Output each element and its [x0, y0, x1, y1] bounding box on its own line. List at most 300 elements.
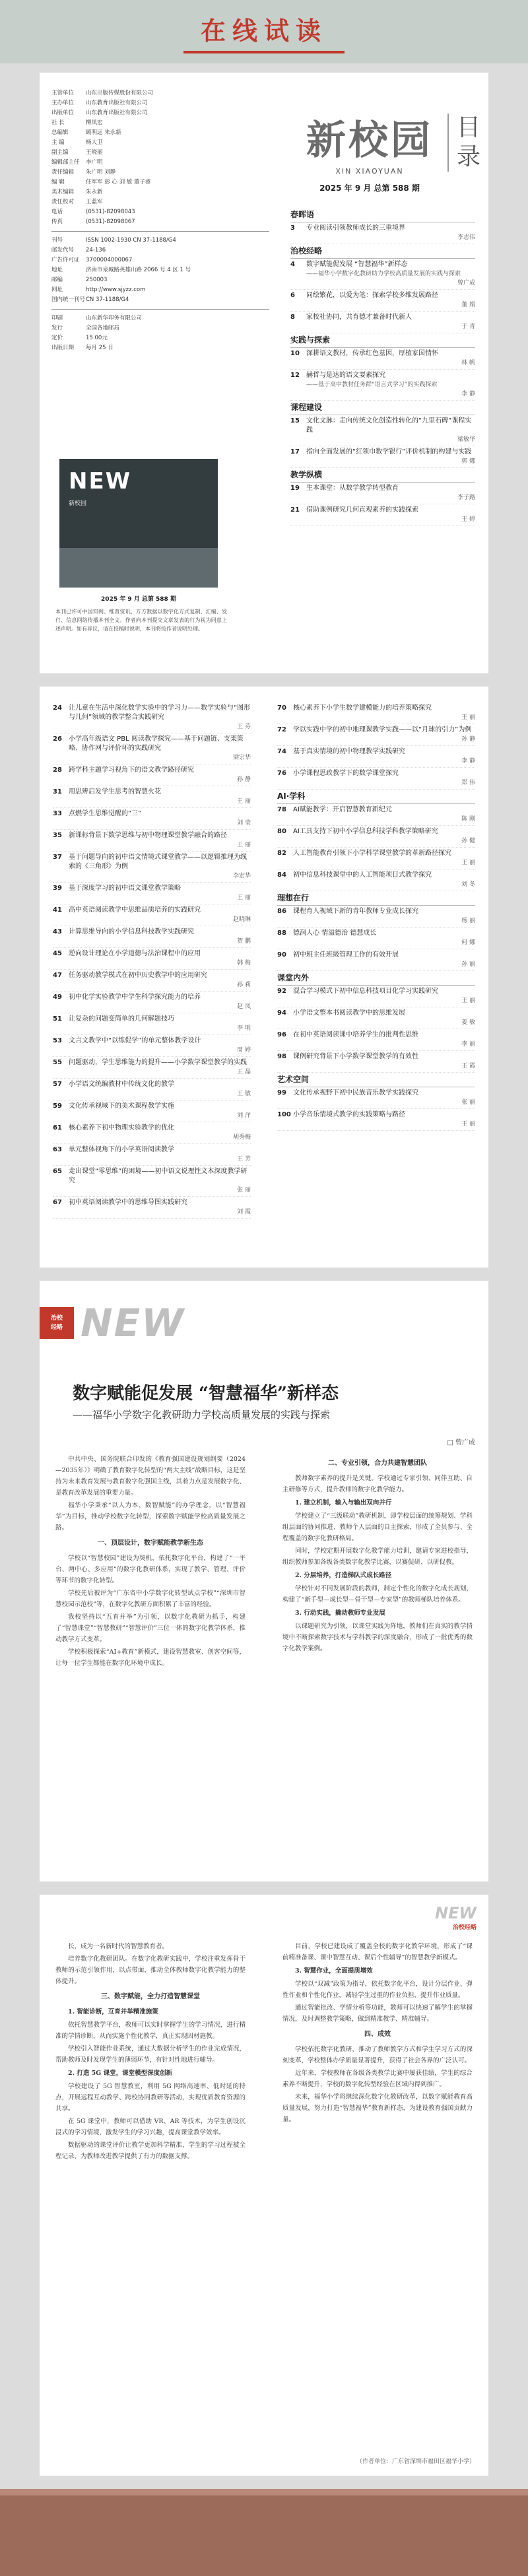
article-paragraph: 学校先后被评为“广东省中小学数字化转型试点学校”“深圳市智慧校园示范校”等，在数字化教研方面积累了丰富的经验。 [55, 1590, 246, 1608]
toc-entry-author: 张 丽 [461, 1099, 475, 1106]
toc-entry [290, 259, 475, 290]
new-mark [435, 1904, 477, 1931]
toc-page-number: 51 [53, 1015, 62, 1023]
article-paragraph: 长，成为一名新时代的智慧教育者。 [68, 1943, 169, 1950]
toc-page-number: 67 [53, 1199, 62, 1206]
toc-page-number: 37 [53, 854, 62, 861]
toc-entry-text [69, 831, 251, 850]
toc-entry-text [69, 1198, 251, 1217]
masthead-value: 每月 25 日 [86, 345, 114, 351]
masthead-label: 电话 [51, 209, 63, 215]
toc-right-column [290, 208, 475, 526]
toc-page-number: 65 [53, 1168, 62, 1175]
masthead-label: 主 编 [51, 139, 65, 146]
article-heading: 2. 打造 5G 课堂，课堂模型深度创新 [68, 2070, 173, 2077]
article-column-4 [282, 1941, 473, 2443]
toc-entry-title: 小学高年级语文 PBL 阅读教学探究——基于问题链、支架策略、协作网与评价环的实践研究 [69, 735, 244, 752]
article-paragraph: 福华小学秉承“以人为本、数智赋能”的办学理念，以“智慧福华”为目标，推动学校数字化转型，探索数字赋能学校高质量发展之路。 [55, 1502, 246, 1532]
toc-entry-text [306, 371, 475, 399]
toc-page-number: 94 [277, 1009, 286, 1017]
toc-entry-author: 林 帆 [461, 360, 475, 366]
column-tag-line1: 治校 [50, 1315, 63, 1322]
toc-section-heading: 春晖语 [290, 208, 475, 222]
masthead-label: 社 长 [51, 119, 65, 126]
toc-section-heading: 实践与探索 [290, 333, 475, 348]
toc-page-number: 4 [290, 261, 295, 268]
toc-page-number: 28 [53, 766, 62, 774]
toc-entry-title: 核心素养下小学生数学建模能力的培养策略探究 [293, 704, 432, 712]
toc-entry-text [69, 853, 251, 881]
toc-entry-author: 王 芳 [237, 1156, 251, 1163]
toc-page-number: 82 [277, 850, 286, 857]
toc-entry-text [69, 1036, 251, 1055]
masthead-label: 主管单位 [51, 90, 75, 96]
toc-entry-text [69, 949, 251, 968]
toc-entry-text [293, 747, 475, 766]
toc-entry-text [293, 987, 475, 1005]
toc-entry-title: 小学语文整本书阅读教学中的思维发展 [293, 1009, 405, 1017]
article-heading: 3. 智慧作业，全面提质增效 [295, 1967, 373, 1975]
masthead-label: 副主编 [51, 149, 69, 156]
masthead-row [51, 207, 269, 217]
page-article-1 [40, 1281, 488, 1881]
article-paragraph: 我校坚持以“五育并举”为引领，以数字化教研为抓手，构建了“智慧课堂”“智慧教研”“智慧评价”三位一体的数字化教学体系，推动教学方式变革。 [55, 1613, 246, 1643]
toc-entry [277, 1029, 475, 1051]
article-column-1 [55, 1454, 246, 1870]
column-tag [40, 1307, 74, 1339]
toc-entry-author: 贺 鹏 [237, 938, 251, 945]
toc-entry-author: 王 丽 [461, 1121, 475, 1128]
toc-entry-title: 新课标背景下数学思维与初中物理课堂教学融合的路径 [69, 832, 227, 839]
article-heading: 二、专业引领，合力共建智慧团队 [328, 1460, 427, 1467]
toc-entry-title: 初中化学实验教学中学生科学探究能力的培养 [69, 994, 201, 1001]
toc-entry-author: 杨 丽 [461, 918, 475, 924]
toc-page-number: 100 [277, 1111, 291, 1118]
toc-page-number: 96 [277, 1031, 286, 1038]
toc-entry [277, 724, 475, 746]
toc-right-column-2 [277, 702, 475, 1131]
masthead-value: 3700004000067 [86, 257, 133, 263]
toc-page-number: 33 [53, 810, 62, 817]
cover-stripe [59, 548, 218, 588]
toc-page-number: 15 [290, 417, 300, 424]
masthead-row [51, 275, 269, 285]
toc-entry-author: 李 明 [237, 1025, 251, 1032]
toc-page-number: 86 [277, 908, 286, 915]
toc-left-column [53, 702, 251, 1219]
article-paragraph: 学校建设了 5G 智慧教室，利用 5G 网络高速率、低时延的特点，开展远程互动教学、跨校协同教研等活动，实现优质教育资源的共享。 [55, 2083, 246, 2113]
cover-logo: NEW [69, 468, 132, 494]
new-logo-text: NEW [81, 1301, 185, 1345]
toc-entry-title: 在初中英语阅读课中培养学生的批判性思维 [293, 1031, 418, 1038]
toc-entry-title: 课程育人视域下新的青年教师专业成长探究 [293, 908, 418, 915]
toc-entry [53, 786, 251, 808]
masthead-value: 王晓丽 [86, 149, 103, 156]
article-paragraph: 依托智慧教学平台，教师可以实时掌握学生的学习情况，进行精准的学情诊断，从而实施个性化教学，真正实现因材施教。 [55, 2021, 246, 2040]
toc-entry-text [306, 506, 475, 524]
cover-caption: 2025 年 9 月 总第 588 期 [101, 596, 176, 603]
toc-entry-title: 小学课程思政教学下的数学课堂探究 [293, 770, 399, 777]
toc-entry-text [69, 1167, 251, 1195]
masthead-value: 250003 [86, 277, 108, 283]
toc-entry-title: 用思辨启发学生思考的智慧火花 [69, 788, 161, 796]
toc-entry-author: 孙 健 [461, 838, 475, 844]
toc-entry-text [293, 1031, 475, 1049]
masthead-row [51, 217, 269, 227]
toc-entry-author: 王 丽 [237, 895, 251, 901]
toc-entry-text [293, 871, 475, 889]
toc-entry-author: 董 娟 [461, 302, 475, 308]
toc-page-number: 12 [290, 372, 300, 379]
masthead-row [51, 148, 269, 158]
toc-entry-text [306, 484, 475, 502]
toc-entry-title: 德润人心 情溢德治 德慧成长 [293, 930, 377, 937]
masthead-row [51, 314, 269, 323]
article-heading: 3. 行动实践，撬动教师专业发展 [295, 1610, 385, 1617]
toc-entry-text [293, 1110, 475, 1129]
toc-entry-text [69, 971, 251, 990]
toc-page-number: 43 [53, 928, 62, 935]
toc-entry-author: 李 静 [461, 391, 475, 397]
toc-entry-title: 学以实践中学的初中地理课教学实践——以“月球的引力”为例 [293, 726, 472, 733]
toc-entry-text [69, 704, 251, 731]
toc-entry-text [293, 726, 475, 744]
toc-page-number: 88 [277, 930, 286, 937]
masthead-row [51, 333, 269, 343]
toc-entry [290, 415, 475, 446]
toc-entry [277, 1087, 475, 1109]
toc-entry-text [69, 788, 251, 806]
new-mark-tag: 治校经略 [452, 1924, 477, 1931]
contents-heading: 目录 [447, 114, 480, 172]
toc-entry-author: 刘 霞 [237, 1209, 251, 1215]
toc-entry-author: 梁敏华 [457, 436, 475, 443]
article-column-2 [282, 1454, 473, 1870]
toc-page-number: 17 [290, 448, 300, 456]
toc-entry-title: 跨学科主题学习视角下的语文教学路径研究 [69, 766, 194, 774]
toc-entry-text [69, 906, 251, 924]
toc-entry-title: 生本课堂：从数学教学转型教育 [306, 485, 399, 492]
toc-section-heading: AI·学科 [277, 790, 475, 804]
article-author: □ 曾广成 [447, 1439, 475, 1446]
toc-page-number: 49 [53, 994, 62, 1001]
article-paragraph: 学校积极探索“AI+教育”新模式，建设智慧教室、创客空间等，让每一位学生都能在数字化环境中成长。 [55, 1648, 246, 1667]
toc-entry-author: 于 青 [461, 323, 475, 330]
article-paragraph: 培养数字化教研团队。在数字化教研实践中，学校注重发挥骨干教师的示范引领作用，以点带面，推动全体教师数字化教学能力的整体提升。 [55, 1955, 246, 1985]
toc-entry-author: 姜 敏 [461, 1019, 475, 1026]
masthead-row [51, 323, 269, 333]
masthead-label: 责任编辑 [51, 169, 75, 176]
toc-entry-text [293, 907, 475, 926]
toc-entry-title: 高中英语阅读教学中思维品质培养的实践研究 [69, 906, 201, 914]
toc-entry-author: 王 敏 [237, 1091, 251, 1097]
toc-page-number: 92 [277, 988, 286, 995]
toc-entry [277, 1109, 475, 1131]
toc-entry [277, 869, 475, 891]
toc-entry-author: 王 丽 [461, 860, 475, 866]
masthead-label: 邮发代号 [51, 247, 75, 254]
masthead-row [51, 98, 269, 108]
toc-page-number: 84 [277, 871, 286, 879]
toc-entry [277, 826, 475, 848]
masthead-value: 李广明 [86, 159, 103, 166]
toc-entry [53, 1035, 251, 1057]
masthead-row [51, 88, 269, 98]
toc-entry-author: 孙 丽 [461, 961, 475, 968]
masthead-value: 王蓝军 [86, 199, 103, 205]
toc-entry-text [293, 929, 475, 947]
masthead-value: CN 37-1188/G4 [86, 296, 129, 303]
masthead-label: 国内统一刊号 [51, 296, 86, 303]
toc-entry [290, 312, 475, 333]
toc-entry [277, 928, 475, 949]
toc-entry [277, 949, 475, 971]
toc-entry-title: 让复杂的问题变简单的几何解题技巧 [69, 1015, 174, 1023]
toc-entry-text [293, 827, 475, 846]
toc-page-number: 55 [53, 1059, 62, 1066]
toc-section-heading: 课堂内外 [277, 971, 475, 986]
masthead-label: 定价 [51, 335, 63, 341]
column-tag-line2: 经略 [50, 1324, 63, 1331]
toc-page-number: 47 [53, 972, 62, 979]
toc-entry-author: 刘 洋 [237, 1112, 251, 1119]
masthead-value: 任军军 彭 心 刘 敏 董子睿 [86, 179, 151, 186]
toc-entry [290, 446, 475, 468]
article-paragraph: 学校依托数字化教研，推动了教师教学方式和学生学习方式的深刻变革，学校整体办学质量显著提升，获得了社会各界的广泛认可。 [282, 2046, 473, 2064]
masthead [51, 88, 269, 353]
toc-section-heading: 理想在行 [277, 891, 475, 906]
toc-page-number: 10 [290, 350, 300, 357]
article-heading: 1. 智能诊断，互育并举精准施策 [68, 2008, 158, 2016]
article-column-3 [55, 1941, 246, 2456]
toc-page-number: 31 [53, 788, 62, 796]
toc-entry-author: 李 丽 [461, 1041, 475, 1048]
toc-entry-title: 小学音乐情境式教学的实践策略与路径 [293, 1111, 405, 1118]
toc-entry-author: 王 丽 [237, 798, 251, 805]
masthead-row [51, 168, 269, 178]
masthead-row [51, 118, 269, 128]
toc-entry-title: 初中英语阅读教学中的思维导图实践研究 [69, 1199, 187, 1206]
toc-entry-author: 王 丽 [237, 842, 251, 848]
toc-page-number: 74 [277, 748, 286, 755]
toc-entry-title: 借助课例研究几何直观素养的实践探索 [306, 506, 418, 514]
toc-entry-author: 赵晓琳 [232, 916, 251, 923]
toc-entry-text [293, 704, 475, 722]
article-author-unit: （作者单位：广东省深圳市福田区福华小学） [356, 2458, 475, 2465]
toc-entry-text [306, 448, 475, 466]
masthead-value: 全国各地邮局 [86, 325, 120, 331]
toc-entry [277, 746, 475, 768]
toc-entry-title: 基于真实情境的初中物理教学实践研究 [293, 748, 405, 755]
masthead-label: 编辑部主任 [51, 159, 80, 166]
toc-entry [290, 483, 475, 504]
masthead-value: 济南市泉城路英雄山路 2066 号 4 区 1 号 [86, 267, 191, 273]
article-paragraph: 以课题研究为引领，以课堂实践为阵地，教师们在真实的教学情境中不断探索数字技术与学科教学的深度融合，形成了一批优秀的数字化教学案例。 [282, 1623, 473, 1652]
masthead-row [51, 343, 269, 353]
toc-entry [53, 1144, 251, 1166]
toc-entry-title: 让儿童在生活中深化数学实验中的学习力——数学实验与“图形与几何”领域的教学整合实践研究 [69, 704, 251, 721]
toc-entry-text [69, 1058, 251, 1077]
page-article-2 [40, 1895, 488, 2476]
masthead-value: 15.00元 [86, 335, 108, 341]
toc-page-number: 24 [53, 704, 62, 712]
toc-entry-author: 李 静 [461, 758, 475, 764]
masthead-label: 地址 [51, 267, 63, 273]
toc-entry-author: 刘 冬 [461, 881, 475, 888]
page-contents-1 [40, 73, 488, 673]
toc-entry-text [306, 417, 475, 444]
article-paragraph: 教师数字素养的提升是关键。学校通过专家引领、同伴互助、自主研修等方式，提升教师的数字化教学能力。 [282, 1475, 473, 1493]
article-heading: 三、数字赋能，全力打造智慧课堂 [101, 1993, 200, 2000]
masthead-value: 山东出版传媒股份有限公司 [86, 90, 154, 96]
toc-entry-text [306, 224, 475, 242]
masthead-value: ISSN 1002-1930 CN 37-1188/G4 [86, 237, 176, 244]
masthead-row [51, 187, 269, 197]
toc-entry [53, 1057, 251, 1079]
toc-entry-text [293, 849, 475, 867]
article-heading: 一、顶层设计，数字赋能教学新生态 [98, 1540, 203, 1547]
masthead-value: 朱广明 刘静 [86, 169, 116, 176]
toc-entry [277, 1051, 475, 1073]
article-paragraph: 同时，学校定期开展数字化教学能力培训，邀请专家进校指导，组织教师参加各级各类数字化教学比赛，以赛促研、以研促教。 [282, 1547, 473, 1566]
toc-entry-author: 李宏华 [232, 873, 251, 879]
masthead-value: 24-136 [86, 247, 106, 254]
toc-entry-title: 核心素养下初中物理实验教学的优化 [69, 1124, 174, 1132]
toc-entry-text [69, 809, 251, 828]
toc-entry [277, 986, 475, 1007]
toc-entry-text [306, 349, 475, 368]
toc-entry [53, 948, 251, 970]
toc-entry [277, 768, 475, 790]
masthead-row [51, 236, 269, 246]
brand-title: 新校园 [306, 118, 433, 164]
masthead-row [51, 158, 269, 168]
article-paragraph: 学校引入智能作业系统，通过大数据分析学生的作业完成情况，帮助教师及时发现学生的薄弱环节，有针对性地进行辅导。 [55, 2045, 246, 2064]
toc-entry [53, 1013, 251, 1035]
toc-entry-title: 指向全面发展的“红领巾数学银行”评价机制的构建与实践 [306, 448, 472, 456]
article-paragraph: 学校以“双减”政策为指导，依托数字化平台，设计分层作业、弹性作业和个性化作业，减轻学生过重的作业负担，提升作业质量。 [282, 1981, 473, 1999]
masthead-row [51, 295, 269, 305]
toc-entry [53, 926, 251, 948]
toc-entry-author: 孙 莉 [237, 982, 251, 988]
toc-entry [290, 370, 475, 401]
footer-strip [0, 2489, 528, 2495]
toc-entry-author: 曾广成 [457, 280, 475, 287]
toc-page-number: 59 [53, 1102, 62, 1110]
toc-entry-title: 初中班主任班级管理工作的有效开展 [293, 951, 399, 959]
toc-entry-subtitle: ——福华小学数字化教研助力学校高质量发展的实践与探索 [306, 271, 461, 277]
toc-section-heading: 教学纵横 [290, 468, 475, 483]
banner-title: 在线试读 [183, 11, 345, 53]
article-subtitle: ——福华小学数字化教研助力学校高质量发展的实践与探索 [73, 1409, 331, 1421]
masthead-row [51, 285, 269, 295]
masthead-value: 杨大卫 [86, 139, 103, 146]
toc-entry-author: 王 晶 [237, 1069, 251, 1075]
cover-description: 本刊已许可中国知网、维普资讯、万方数据以数字化方式复制、汇编、发行、信息网络传播本刊全文。作者向本刊提交文章发表的行为视为同意上述声明。如有异议，请在投稿时说明，本刊将按作者说明处理。 [55, 609, 227, 632]
toc-entry [53, 970, 251, 992]
masthead-row [51, 108, 269, 118]
toc-entry-title: 问题驱动，学生思维能力的提升——小学数学课堂教学的实践 [69, 1059, 247, 1066]
toc-entry-title: 数字赋能促发展 “智慧福华”新样态 [306, 261, 408, 268]
toc-entry [53, 1079, 251, 1101]
toc-entry [53, 764, 251, 786]
toc-entry-title: 文言文教学中“以练促学”的单元整体教学设计 [69, 1037, 201, 1044]
toc-entry [53, 808, 251, 830]
toc-page-number: 70 [277, 704, 286, 712]
toc-entry-title: 专业阅读引领教师成长的三重境界 [306, 224, 405, 232]
toc-entry [53, 904, 251, 926]
toc-entry [53, 702, 251, 733]
toc-entry-title: 计算思维导向的小学信息科技教学实践研究 [69, 928, 194, 935]
toc-entry-title: 文化传承视野下初中民族音乐教学实践探究 [293, 1089, 418, 1097]
masthead-value: 朱永新 [86, 189, 103, 195]
cover-image [59, 459, 218, 588]
toc-entry [277, 702, 475, 724]
toc-page-number: 45 [53, 950, 62, 957]
toc-entry-title: 单元整体视角下的小学英语阅读教学 [69, 1146, 174, 1153]
article-heading: 1. 建立机制，输入与输出双向并行 [295, 1499, 392, 1507]
toc-entry-author: 郭 娜 [461, 458, 475, 465]
toc-entry-title: 课例研究背景下小学数学课堂教学的有效性 [293, 1053, 418, 1060]
toc-entry-author: 李志伟 [457, 234, 475, 241]
article-paragraph: 近年来，学校教师在各级各类教学比赛中屡获佳绩，学生的综合素养不断提升，学校的数字化转型经验在区域内得到推广。 [282, 2070, 473, 2088]
new-mark-word: NEW [435, 1904, 477, 1922]
magazine-brand [297, 109, 442, 193]
toc-entry-title: 人工智能教育引领下小学科学课堂教学的革新路径探究 [293, 850, 451, 857]
toc-page-number: 3 [290, 224, 295, 232]
toc-entry-title: 赫哲与是达的语文要素探究 [306, 372, 385, 379]
toc-entry [53, 883, 251, 904]
toc-entry [277, 906, 475, 928]
article-paragraph: 学校以“智慧校园”建设为契机，依托数字化平台，构建了“一平台、两中心、多应用”的数字化教研体系，实现了教学、管理、评价等环节的数字化转型。 [55, 1555, 246, 1584]
toc-entry-text [69, 1102, 251, 1120]
article-heading: 四、成效 [364, 2031, 391, 2038]
toc-entry-text [69, 928, 251, 946]
toc-entry-title: 基于问题导向的初中语文情境式课堂教学——以逻辑推理为线索的《三角形》为例 [69, 854, 247, 870]
toc-entry [290, 348, 475, 370]
toc-entry [290, 290, 475, 312]
toc-entry-subtitle: ——基于高中教材任务群“语言式学习”的实践探索 [306, 382, 438, 388]
masthead-rule [51, 309, 269, 310]
toc-page-number: 78 [277, 806, 286, 813]
toc-entry-text [69, 1015, 251, 1033]
toc-section-heading: 艺术空间 [277, 1073, 475, 1087]
toc-entry-title: 混合学习模式下初中信息科技项目化学习实践研究 [293, 988, 438, 995]
toc-entry-title: 点燃学生思维觉醒的“三” [69, 810, 142, 817]
toc-page-number: 35 [53, 832, 62, 839]
page-banner [0, 0, 528, 63]
toc-page-number: 98 [277, 1053, 286, 1060]
toc-page-number: 53 [53, 1037, 62, 1044]
toc-entry-title: 文化传承视域下的美术课程教学实施 [69, 1102, 174, 1110]
masthead-label: 主办单位 [51, 100, 75, 106]
toc-entry-text [69, 1080, 251, 1099]
masthead-label: 传真 [51, 219, 63, 225]
masthead-label: 编 辑 [51, 179, 65, 186]
toc-entry-title: 任务驱动教学模式在初中历史教学中的应用研究 [69, 972, 207, 979]
toc-entry-author: 郑 伟 [461, 780, 475, 786]
toc-entry-author: 赵 凤 [237, 1003, 251, 1010]
brand-pinyin: XIN XIAOYUAN [335, 167, 404, 176]
article-paragraph: 数据驱动的课堂评价让教学更加科学精准，学生的学习过程被全程记录，为教师改进教学提供了有力的数据支撑。 [55, 2142, 246, 2160]
masthead-value: 山东教育出版社有限公司 [86, 100, 148, 106]
toc-page-number: 80 [277, 828, 286, 835]
toc-entry-title: 小学语文统编教材中传统文化的教学 [69, 1081, 174, 1088]
toc-entry-author: 王 婷 [461, 516, 475, 523]
article-paragraph: 中共中央、国务院联合印发的《教育强国建设规划纲要（2024—2035年）》明确了教育数字化转型的“两大主线”战略目标，这是坚持为未来教育发展与教育数字化强国主线，其着力点是发展数字化、是教育改革发展的重要力量。 [55, 1456, 246, 1497]
toc-entry-text [69, 993, 251, 1011]
toc-entry-title: 基于深度学习的初中语文课堂教学策略 [69, 885, 181, 892]
